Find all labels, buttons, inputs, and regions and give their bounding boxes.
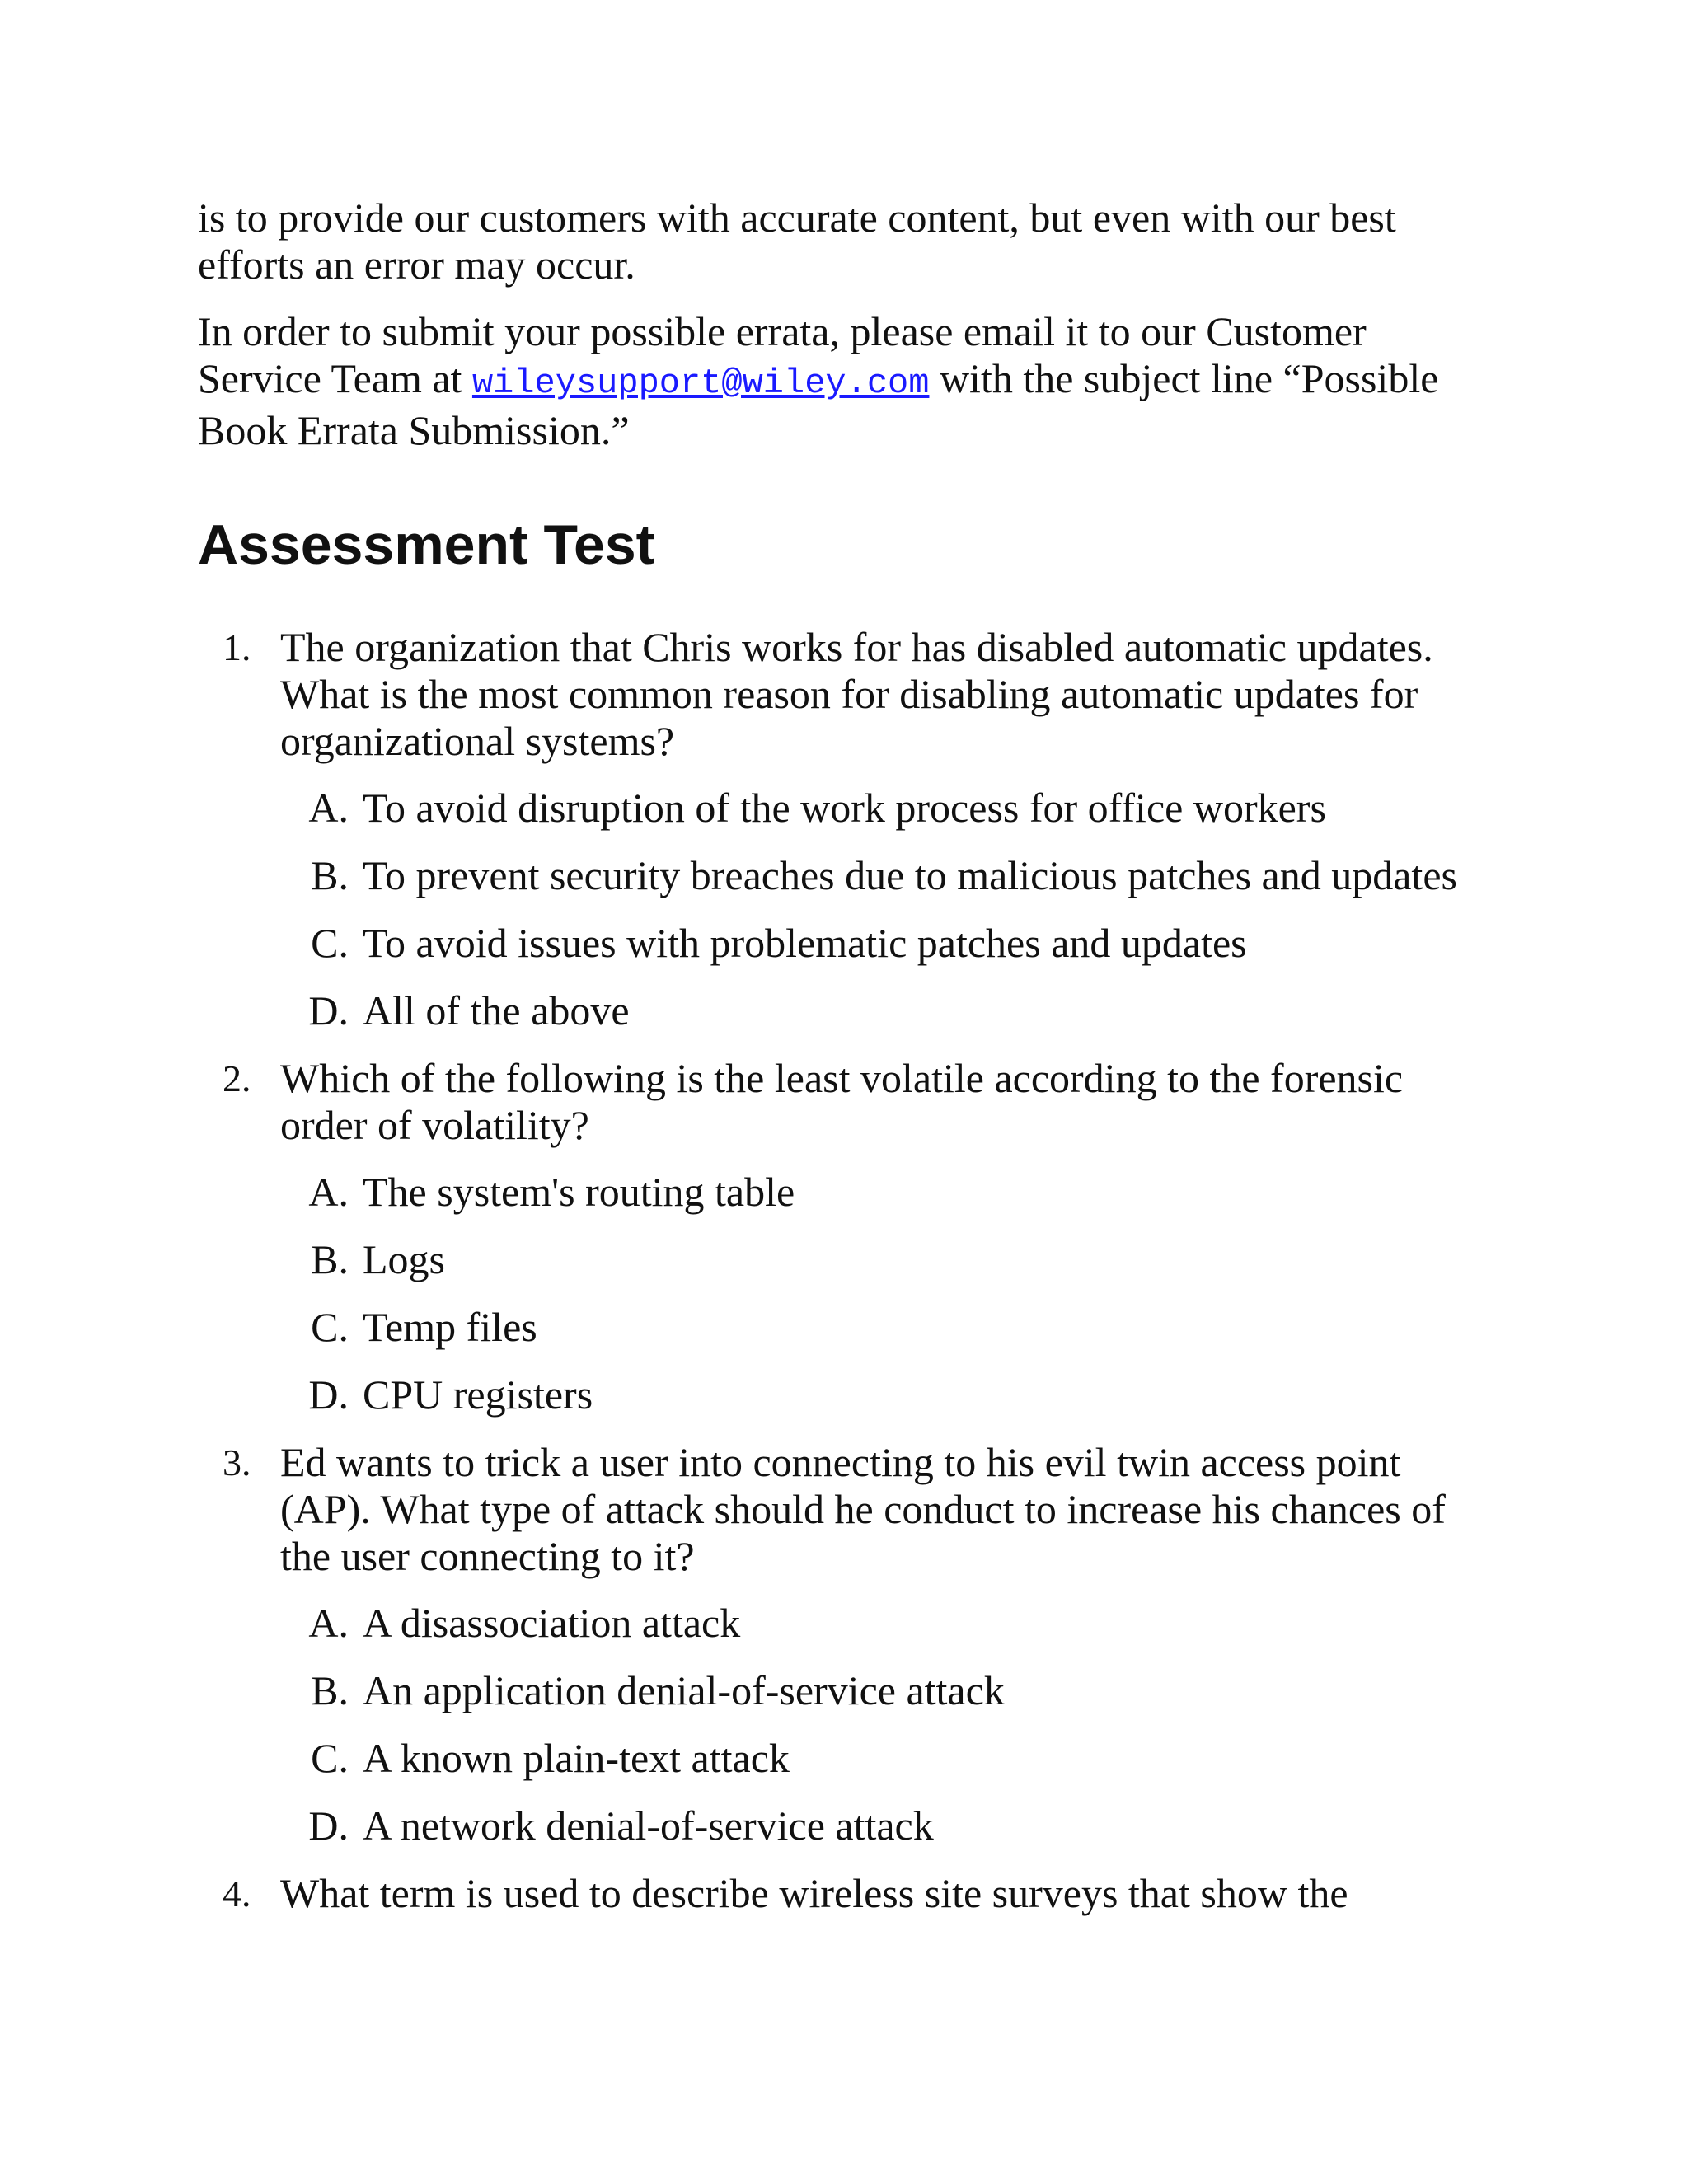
choice-letter: C. — [311, 1735, 349, 1781]
choice-letter: A. — [308, 785, 349, 831]
choice-letter: B. — [311, 1667, 349, 1713]
question-text: Ed wants to trick a user into connecting to his evil twin access point (AP). What type of attack should he conduct to increase his chances of the user connecting to it? — [280, 1439, 1446, 1579]
choice-item — [198, 1667, 1484, 1714]
choice-letter: C. — [311, 920, 349, 966]
question-number: 1. — [223, 626, 251, 668]
choice-letter: B. — [311, 852, 349, 898]
support-email-link[interactable]: wileysupport@wiley.com — [471, 363, 930, 403]
question-number: 4. — [223, 1872, 251, 1915]
choice-text: All of the above — [363, 987, 630, 1033]
question-text: Which of the following is the least volatile according to the forensic order of volatility? — [280, 1055, 1404, 1148]
choice-list — [280, 1600, 1484, 1849]
choice-item — [198, 987, 1484, 1034]
question-number: 2. — [223, 1057, 251, 1099]
intro-paragraph-2-start: In order to submit your possible errata, please email it to our Customer Service Team at — [198, 308, 1367, 401]
choice-item — [198, 1304, 1484, 1351]
choice-text: Temp files — [363, 1304, 537, 1350]
choice-item — [198, 1735, 1484, 1782]
section-title: Assessment Test — [198, 513, 655, 576]
choice-text: To avoid issues with problematic patches and updates — [363, 920, 1247, 966]
choice-item — [198, 1371, 1484, 1418]
choice-list — [280, 785, 1484, 1034]
intro-paragraph-1: is to provide our customers with accurate content, but even with our best efforts an error may occur. — [198, 194, 1396, 288]
choice-letter: D. — [308, 1802, 349, 1849]
choice-item — [198, 852, 1484, 899]
choice-text: To avoid disruption of the work process for office workers — [363, 785, 1326, 831]
question-1 — [198, 624, 1484, 1034]
choice-text: To prevent security breaches due to malicious patches and updates — [363, 852, 1457, 898]
choice-text: A disassociation attack — [363, 1600, 741, 1646]
question-list — [198, 624, 1484, 1917]
question-number: 3. — [223, 1441, 251, 1483]
document-page — [198, 194, 1484, 1937]
choice-letter: D. — [308, 1371, 349, 1418]
choice-text: CPU registers — [363, 1371, 593, 1418]
choice-letter: A. — [308, 1169, 349, 1215]
choice-item — [198, 1236, 1484, 1283]
question-2 — [198, 1055, 1484, 1418]
choice-text: Logs — [363, 1236, 445, 1282]
question-4 — [198, 1870, 1484, 1917]
choice-item — [198, 1169, 1484, 1216]
choice-letter: C. — [311, 1304, 349, 1350]
choice-letter: D. — [308, 987, 349, 1033]
choice-list — [280, 1169, 1484, 1418]
question-text: The organization that Chris works for has disabled automatic updates. What is the most common reason for disabling automatic updates for organizational systems? — [280, 624, 1433, 764]
choice-text: A network denial-of-service attack — [363, 1802, 934, 1849]
choice-item — [198, 920, 1484, 967]
question-text: What term is used to describe wireless site surveys that show the — [280, 1870, 1348, 1916]
choice-text: An application denial-of-service attack — [363, 1667, 1005, 1713]
choice-text: The system's routing table — [363, 1169, 795, 1215]
choice-item — [198, 1600, 1484, 1647]
choice-letter: B. — [311, 1236, 349, 1282]
intro-paragraph-2-end: with the subject line “Possible Book Errata Submission.” — [198, 355, 1439, 453]
choice-letter: A. — [308, 1600, 349, 1646]
choice-item — [198, 785, 1484, 832]
intro-paragraph-2 — [198, 308, 1484, 454]
question-3 — [198, 1439, 1484, 1849]
choice-text: A known plain-text attack — [363, 1735, 790, 1781]
choice-item — [198, 1802, 1484, 1849]
